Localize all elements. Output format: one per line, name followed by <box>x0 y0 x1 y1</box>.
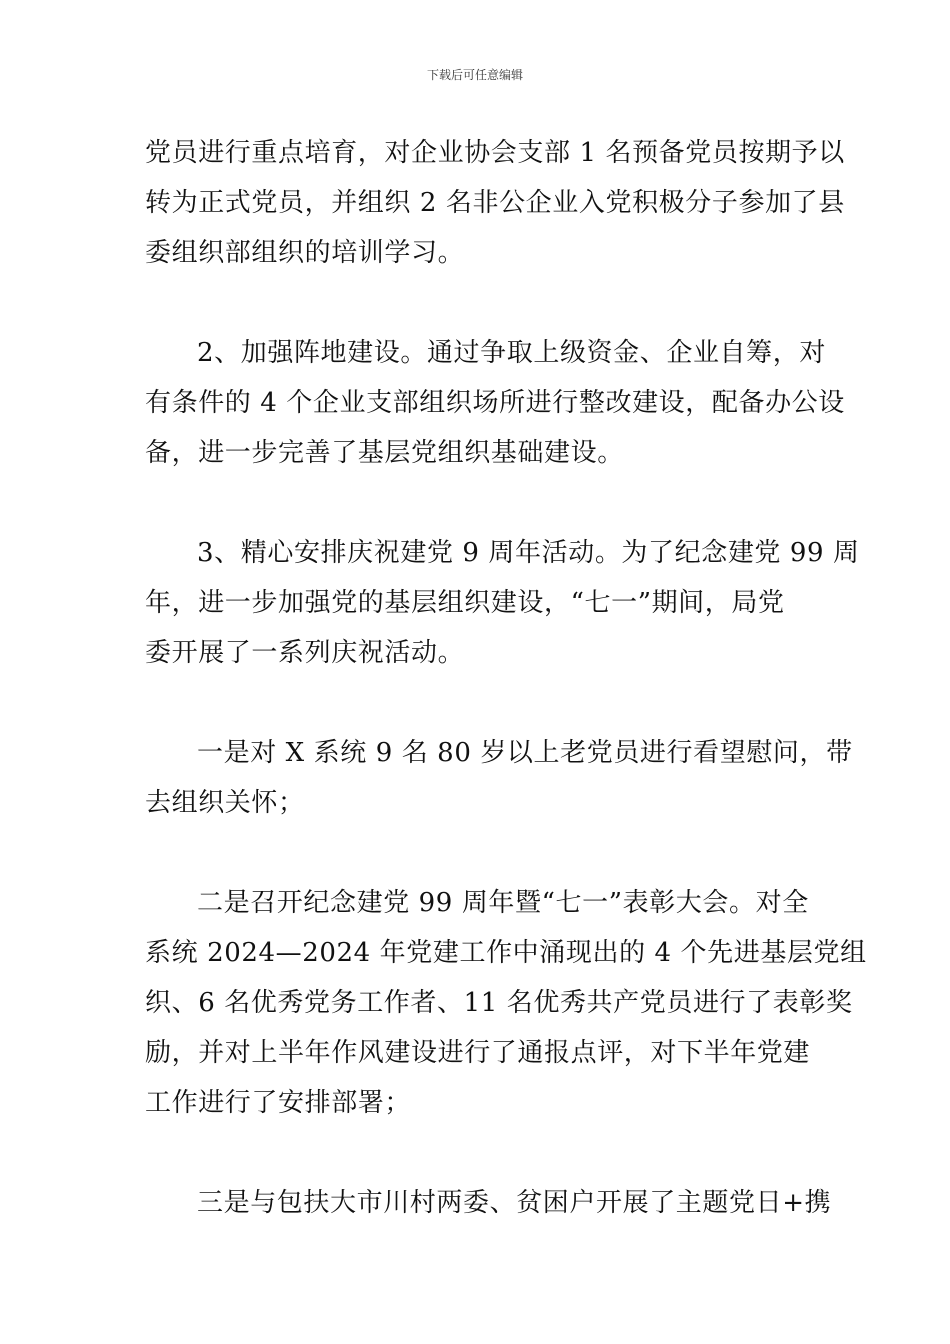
document-body <box>145 128 867 1228</box>
paragraph-2 <box>145 328 845 478</box>
paragraph-1 <box>145 128 845 278</box>
text-line: 三是与包扶大市川村两委、贫困户开展了主题党日+携 <box>197 1188 832 1218</box>
paragraph-5 <box>145 878 867 1128</box>
text-line: 系统 2024—2024 年党建工作中涌现出的 4 个先进基层党组 <box>145 938 867 968</box>
text-line: 委组织部组织的培训学习。 <box>145 238 465 268</box>
text-line: 2、加强阵地建设。通过争取上级资金、企业自筹，对 <box>197 338 826 368</box>
paragraph-gap <box>145 278 813 328</box>
paragraph-4 <box>145 728 853 828</box>
paragraph-gap <box>145 1128 813 1178</box>
page-header: 下载后可任意编辑 <box>426 68 523 82</box>
text-line: 委开展了一系列庆祝活动。 <box>145 638 465 668</box>
text-line: 工作进行了安排部署； <box>145 1088 412 1118</box>
text-line: 备，进一步完善了基层党组织基础建设。 <box>145 438 624 468</box>
text-line: 织、6 名优秀党务工作者、11 名优秀共产党员进行了表彰奖 <box>145 988 853 1018</box>
text-line: 转为正式党员，并组织 2 名非公企业入党积极分子参加了县 <box>145 188 845 218</box>
paragraph-6 <box>145 1178 832 1228</box>
paragraph-gap <box>145 678 813 728</box>
text-line: 二是召开纪念建党 99 周年暨“七一”表彰大会。对全 <box>197 888 809 918</box>
text-line: 有条件的 4 个企业支部组织场所进行整改建设，配备办公设 <box>145 388 845 418</box>
text-line: 一是对 X 系统 9 名 80 岁以上老党员进行看望慰问，带 <box>197 738 853 768</box>
text-line: 年，进一步加强党的基层组织建设，“七一”期间，局党 <box>145 588 785 618</box>
text-line: 励，并对上半年作风建设进行了通报点评，对下半年党建 <box>145 1038 811 1068</box>
paragraph-3 <box>145 528 860 678</box>
text-line: 党员进行重点培育，对企业协会支部 1 名预备党员按期予以 <box>145 138 845 168</box>
paragraph-gap <box>145 478 813 528</box>
paragraph-gap <box>145 828 813 878</box>
text-line: 3、精心安排庆祝建党 9 周年活动。为了纪念建党 99 周 <box>197 538 860 568</box>
text-line: 去组织关怀； <box>145 788 305 818</box>
